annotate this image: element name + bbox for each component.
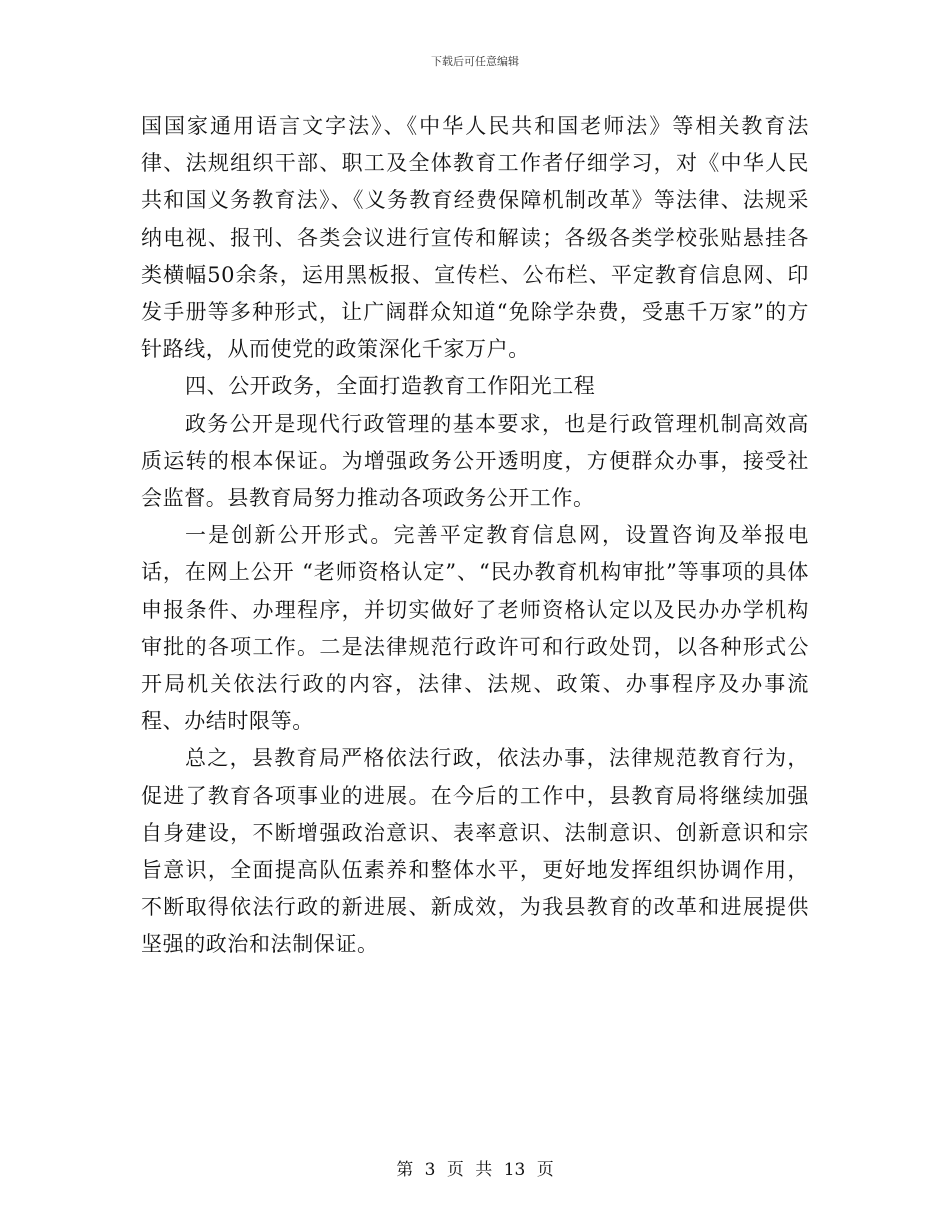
paragraph-1: 国国家通用语言文字法》、《中华人民共和国老师法》等相关教育法律、法规组织干部、职工及全体教育工作者仔细学习，对《中华人民共和国义务教育法》、《义务教育经费保障机制改革》等法律、法规采纳电视、报刊、各类会议进行宣传和解读；各级各类学校张贴悬挂各类横幅50余条，运用黑板报、宣传栏、公布栏、平定教育信息网、印发手册等多种形式，让广阔群众知道“免除学杂费，受惠千万家”的方针路线，从而使党的政策深化千家万户。 [141, 114, 809, 362]
header-note: 下载后可任意编辑 [431, 55, 519, 68]
page-number: 第 3 页 共 13 页 [396, 1160, 554, 1180]
paragraph-4: 一是创新公开形式。完善平定教育信息网，设置咨询及举报电话，在网上公开 “老师资格认定”、“民办教育机构审批”等事项的具体申报条件、办理程序，并切实做好了老师资格认定以及民办办学机构审批的各项工作。二是法律规范行政许可和行政处罚，以各种形式公开局机关依法行政的内容，法律、法规、政策、办事程序及办事流程、办结时限等。 [141, 523, 809, 734]
body-text [141, 108, 809, 964]
paragraph-3: 政务公开是现代行政管理的基本要求，也是行政管理机制高效高质运转的根本保证。为增强政务公开透明度，方便群众办事，接受社会监督。县教育局努力推动各项政务公开工作。 [141, 411, 809, 511]
paragraph-5: 总之，县教育局严格依法行政，依法办事，法律规范教育行为，促进了教育各项事业的进展。在今后的工作中，县教育局将继续加强自身建设，不断增强政治意识、表率意识、法制意识、创新意识和宗旨意识，全面提高队伍素养和整体水平，更好地发挥组织协调作用，不断取得依法行政的新进展、新成效，为我县教育的改革和进展提供坚强的政治和法制保证。 [141, 746, 809, 957]
section-heading: 四、公开政务，全面打造教育工作阳光工程 [185, 374, 596, 399]
